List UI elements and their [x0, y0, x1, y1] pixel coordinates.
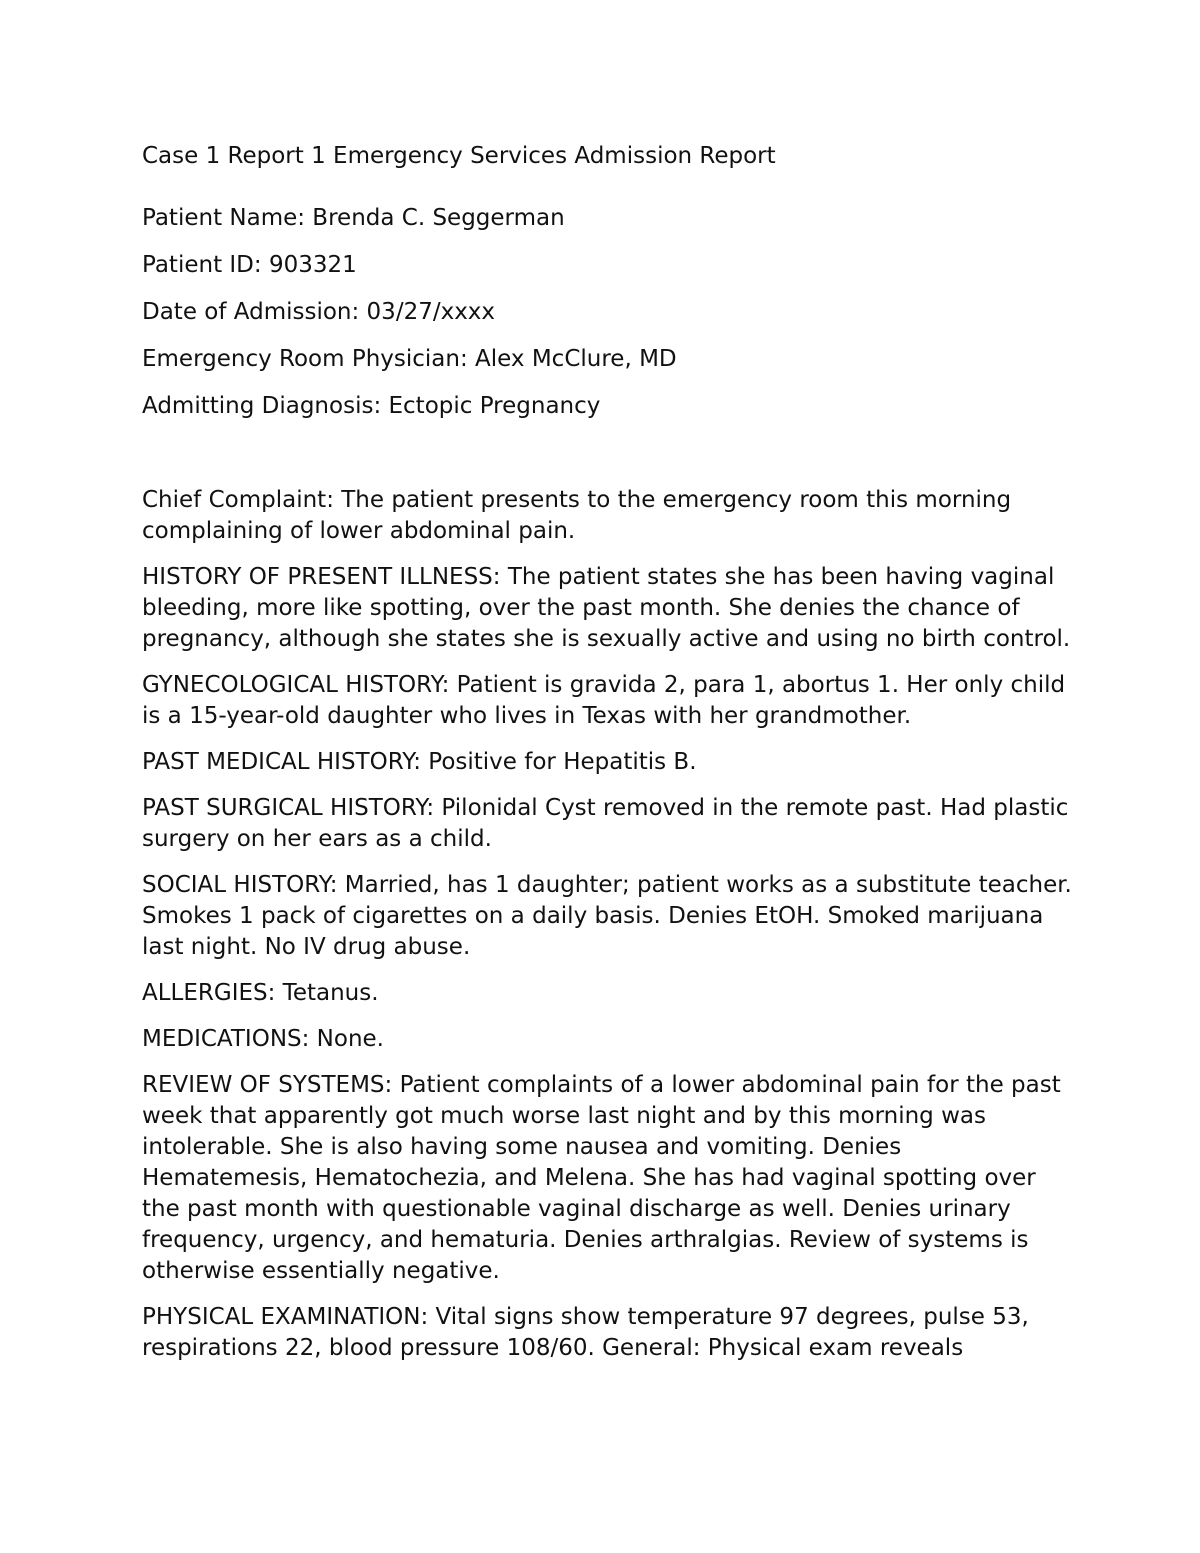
medications-section: MEDICATIONS: None.: [142, 1026, 384, 1052]
report-title: Case 1 Report 1 Emergency Services Admission Report: [142, 143, 776, 169]
patient-name-line: Patient Name: Brenda C. Seggerman: [142, 205, 565, 231]
chief-complaint-section: Chief Complaint: The patient presents to the emergency room this morning complaining of lower abdominal pain.: [142, 487, 1012, 544]
admission-date-line: Date of Admission: 03/27/xxxx: [142, 299, 496, 325]
review-of-systems-section: REVIEW OF SYSTEMS: Patient complaints of a lower abdominal pain for the past week that apparently got much worse last night and by this morning was intolerable. She is also having some nausea and vomiting. Denies Hematemesis, Hematochezia, and Melena. She has had vaginal spotting over the past month with questionable vaginal discharge as well. Denies urinary frequency, urgency, and hematuria. Denies arthralgias. Review of systems is otherwise essentially negative.: [142, 1072, 1061, 1284]
allergies-section: ALLERGIES: Tetanus.: [142, 980, 379, 1006]
document-body: [142, 141, 1072, 1379]
gynecological-history-section: GYNECOLOGICAL HISTORY: Patient is gravida 2, para 1, abortus 1. Her only child is a 15-year-old daughter who lives in Texas with her grandmother.: [142, 672, 1066, 729]
physician-line: Emergency Room Physician: Alex McClure, MD: [142, 346, 677, 372]
patient-id-line: Patient ID: 903321: [142, 252, 357, 278]
past-surgical-history-section: PAST SURGICAL HISTORY: Pilonidal Cyst removed in the remote past. Had plastic surgery on her ears as a child.: [142, 795, 1069, 852]
social-history-section: SOCIAL HISTORY: Married, has 1 daughter; patient works as a substitute teacher. Smokes 1 pack of cigarettes on a daily basis. Denies EtOH. Smoked marijuana last night. No IV drug abuse.: [142, 872, 1072, 960]
past-medical-history-section: PAST MEDICAL HISTORY: Positive for Hepatitis B.: [142, 749, 697, 775]
report-sections: [142, 485, 1072, 1364]
patient-info-block: [142, 203, 1072, 422]
history-present-illness-section: HISTORY OF PRESENT ILLNESS: The patient states she has been having vaginal bleeding, more like spotting, over the past month. She denies the chance of pregnancy, although she states she is sexually active and using no birth control.: [142, 564, 1071, 652]
physical-examination-section: PHYSICAL EXAMINATION: Vital signs show temperature 97 degrees, pulse 53, respirations 22, blood pressure 108/60. General: Physical exam reveals: [142, 1304, 1029, 1361]
admitting-diagnosis-line: Admitting Diagnosis: Ectopic Pregnancy: [142, 393, 601, 419]
